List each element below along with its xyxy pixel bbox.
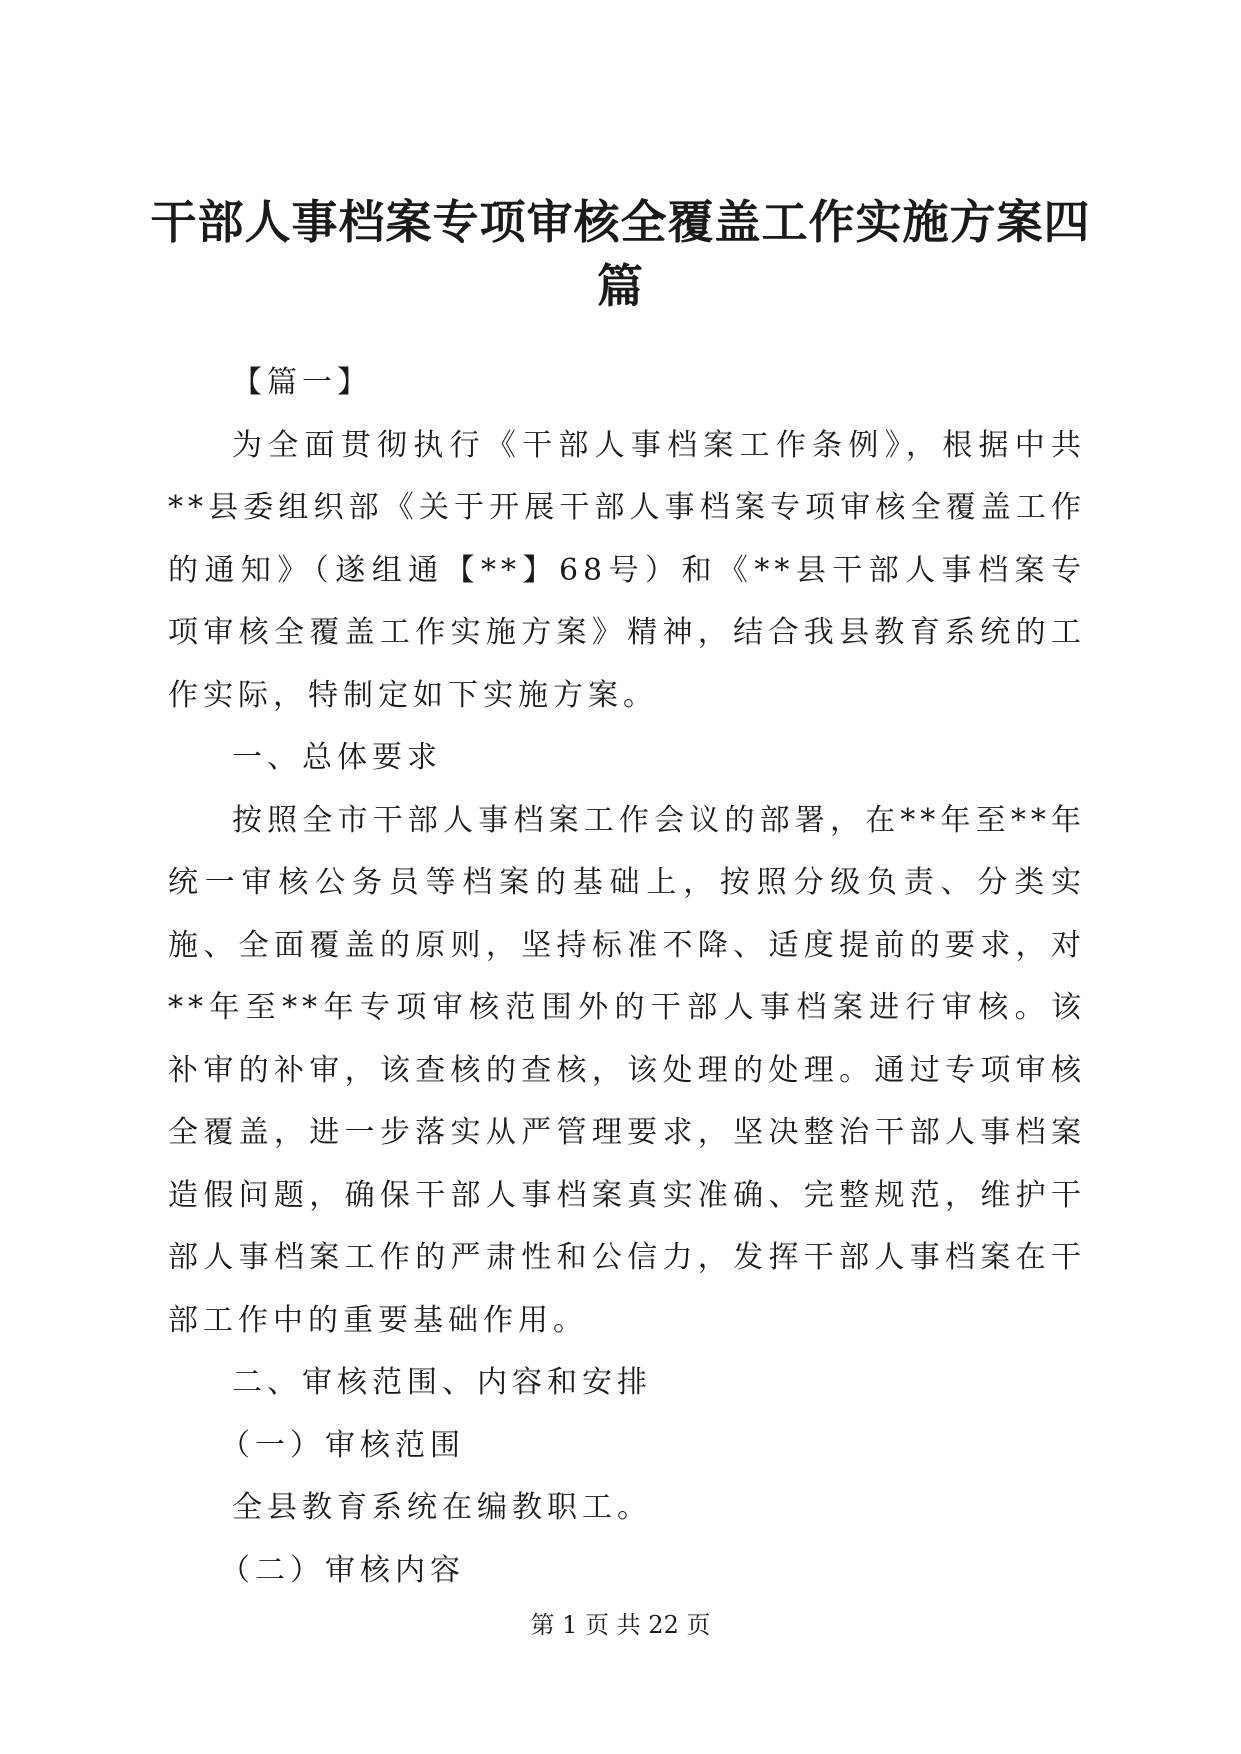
section-marker: 【篇一】 — [232, 365, 372, 400]
heading-scope-content-schedule: 二、审核范围、内容和安排 — [232, 1365, 652, 1400]
document-body — [168, 352, 1086, 1602]
heading-general-requirements: 一、总体要求 — [232, 740, 442, 775]
page-footer: 第 1 页 共 22 页 — [530, 1611, 711, 1639]
subheading-content: （二）审核内容 — [220, 1552, 465, 1588]
document-title: 干部人事档案专项审核全覆盖工作实施方案四篇 — [150, 195, 1091, 313]
subheading-scope: （一）审核范围 — [220, 1427, 465, 1463]
paragraph-scope: 全县教育系统在编教职工。 — [232, 1490, 652, 1525]
paragraph-intro: 为全面贯彻执行《干部人事档案工作条例》，根据中共**县委组织部《关于开展干部人事档案专项审核全覆盖工作的通知》（遂组通【**】68号）和《**县干部人事档案专项审核全覆盖工作实施方案》精神，结合我县教育系统的工作实际，特制定如下实施方案。 — [168, 427, 1086, 713]
paragraph-general-requirements: 按照全市干部人事档案工作会议的部署，在**年至**年统一审核公务员等档案的基础上，按照分级负责、分类实施、全面覆盖的原则，坚持标准不降、适度提前的要求，对**年至**年专项审核范围外的干部人事档案进行审核。该补审的补审，该查核的查核，该处理的处理。通过专项审核全覆盖，进一步落实从严管理要求，坚决整治干部人事档案造假问题，确保干部人事档案真实准确、完整规范，维护干部人事档案工作的严肃性和公信力，发挥干部人事档案在干部工作中的重要基础作用。 — [168, 802, 1086, 1338]
